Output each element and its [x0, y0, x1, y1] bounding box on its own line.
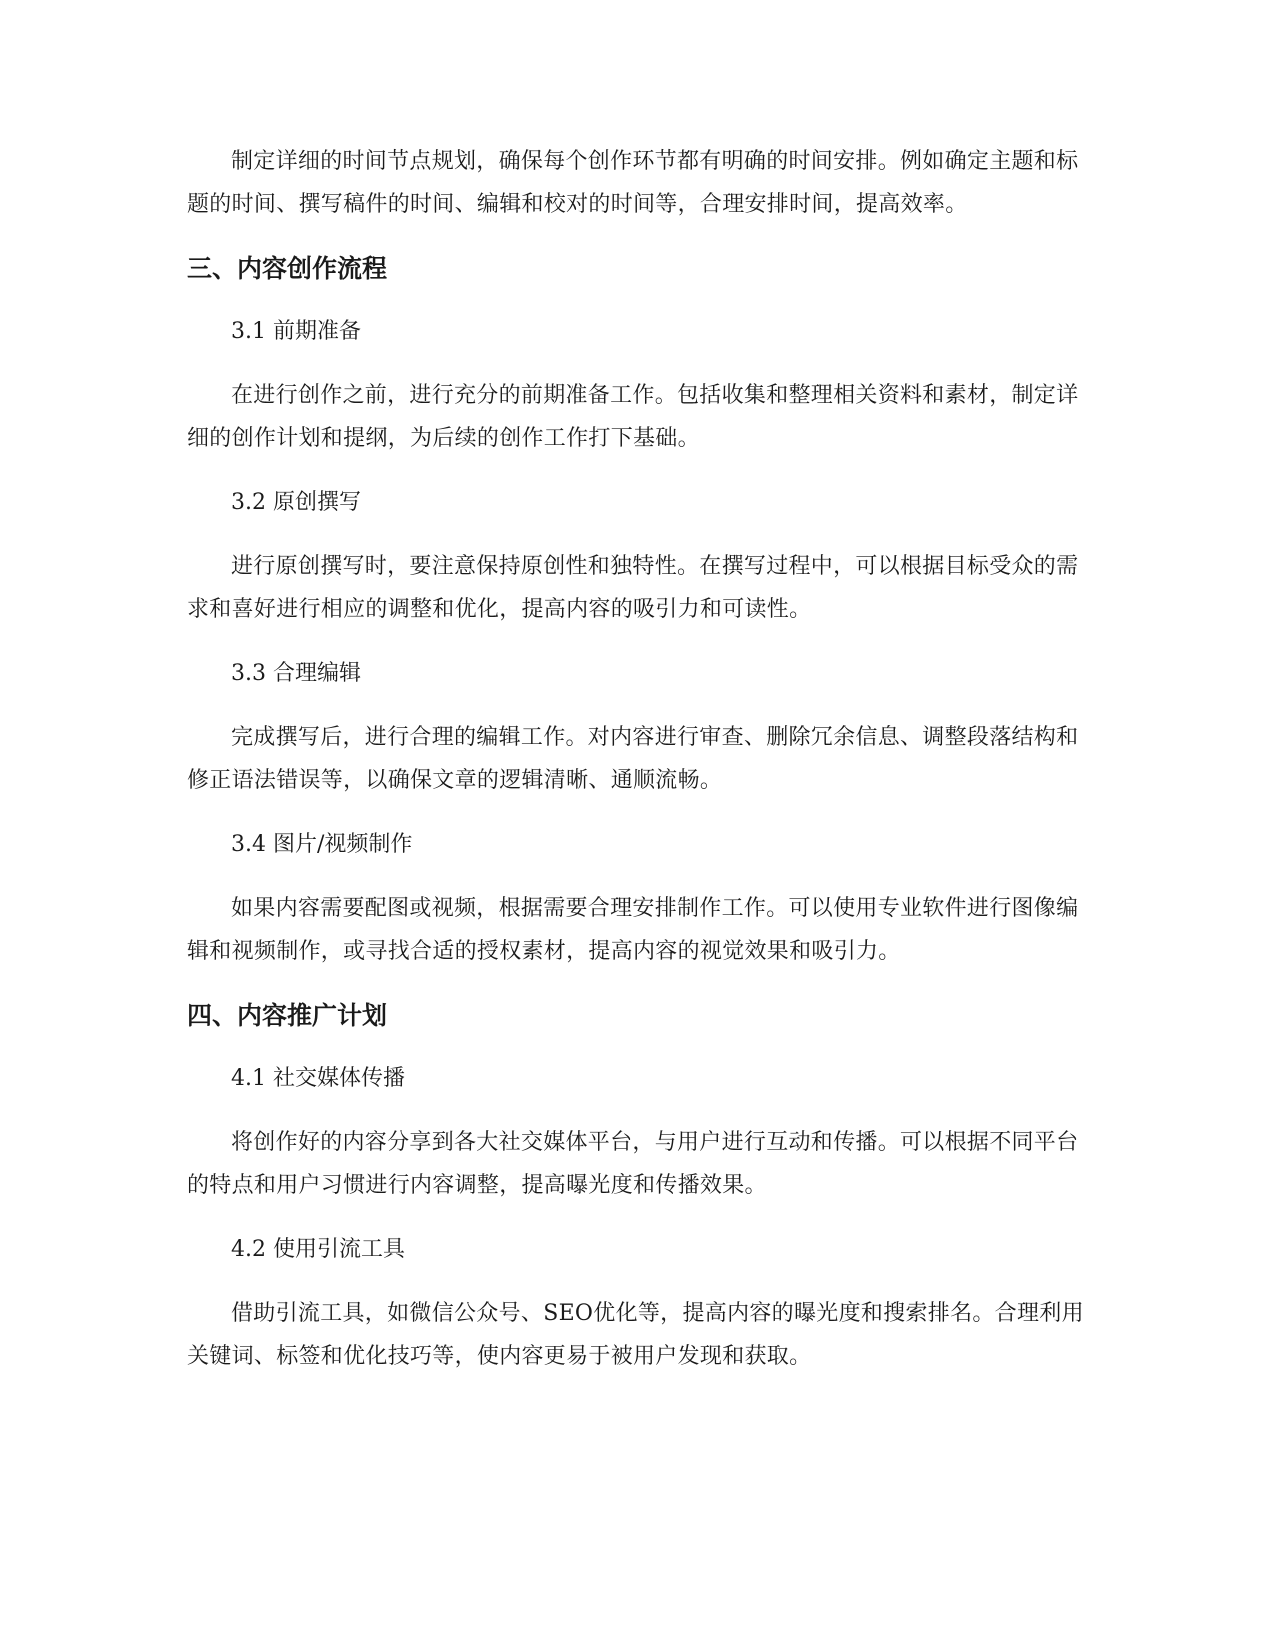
subsection-3-1-body: 在进行创作之前，进行充分的前期准备工作。包括收集和整理相关资料和素材，制定详细的创作计划和提纲，为后续的创作工作打下基础。: [187, 383, 1079, 451]
document-body: [187, 140, 1087, 1399]
intro-paragraph: 制定详细的时间节点规划，确保每个创作环节都有明确的时间安排。例如确定主题和标题的时间、撰写稿件的时间、编辑和校对的时间等，合理安排时间，提高效率。: [187, 149, 1079, 217]
subsection-4-2-body: 借助引流工具，如微信公众号、SEO优化等，提高内容的曝光度和搜索排名。合理利用关键词、标签和优化技巧等，使内容更易于被用户发现和获取。: [187, 1301, 1084, 1369]
subsection-3-3-heading: 3.3 合理编辑: [231, 661, 361, 686]
subsection-3-2-heading: 3.2 原创撰写: [231, 490, 361, 515]
subsection-4-1-heading: 4.1 社交媒体传播: [231, 1066, 405, 1091]
section-3-title: 三、内容创作流程: [187, 254, 388, 283]
subsection-3-4-heading: 3.4 图片/视频制作: [231, 832, 413, 857]
section-4-title: 四、内容推广计划: [187, 1001, 388, 1030]
subsection-3-4-body: 如果内容需要配图或视频，根据需要合理安排制作工作。可以使用专业软件进行图像编辑和视频制作，或寻找合适的授权素材，提高内容的视觉效果和吸引力。: [187, 896, 1079, 964]
subsection-4-1-body: 将创作好的内容分享到各大社交媒体平台，与用户进行互动和传播。可以根据不同平台的特点和用户习惯进行内容调整，提高曝光度和传播效果。: [187, 1130, 1079, 1198]
subsection-3-2-body: 进行原创撰写时，要注意保持原创性和独特性。在撰写过程中，可以根据目标受众的需求和喜好进行相应的调整和优化，提高内容的吸引力和可读性。: [187, 554, 1079, 622]
subsection-3-3-body: 完成撰写后，进行合理的编辑工作。对内容进行审查、删除冗余信息、调整段落结构和修正语法错误等，以确保文章的逻辑清晰、通顺流畅。: [187, 725, 1079, 793]
subsection-3-1-heading: 3.1 前期准备: [231, 319, 361, 344]
subsection-4-2-heading: 4.2 使用引流工具: [231, 1237, 405, 1262]
